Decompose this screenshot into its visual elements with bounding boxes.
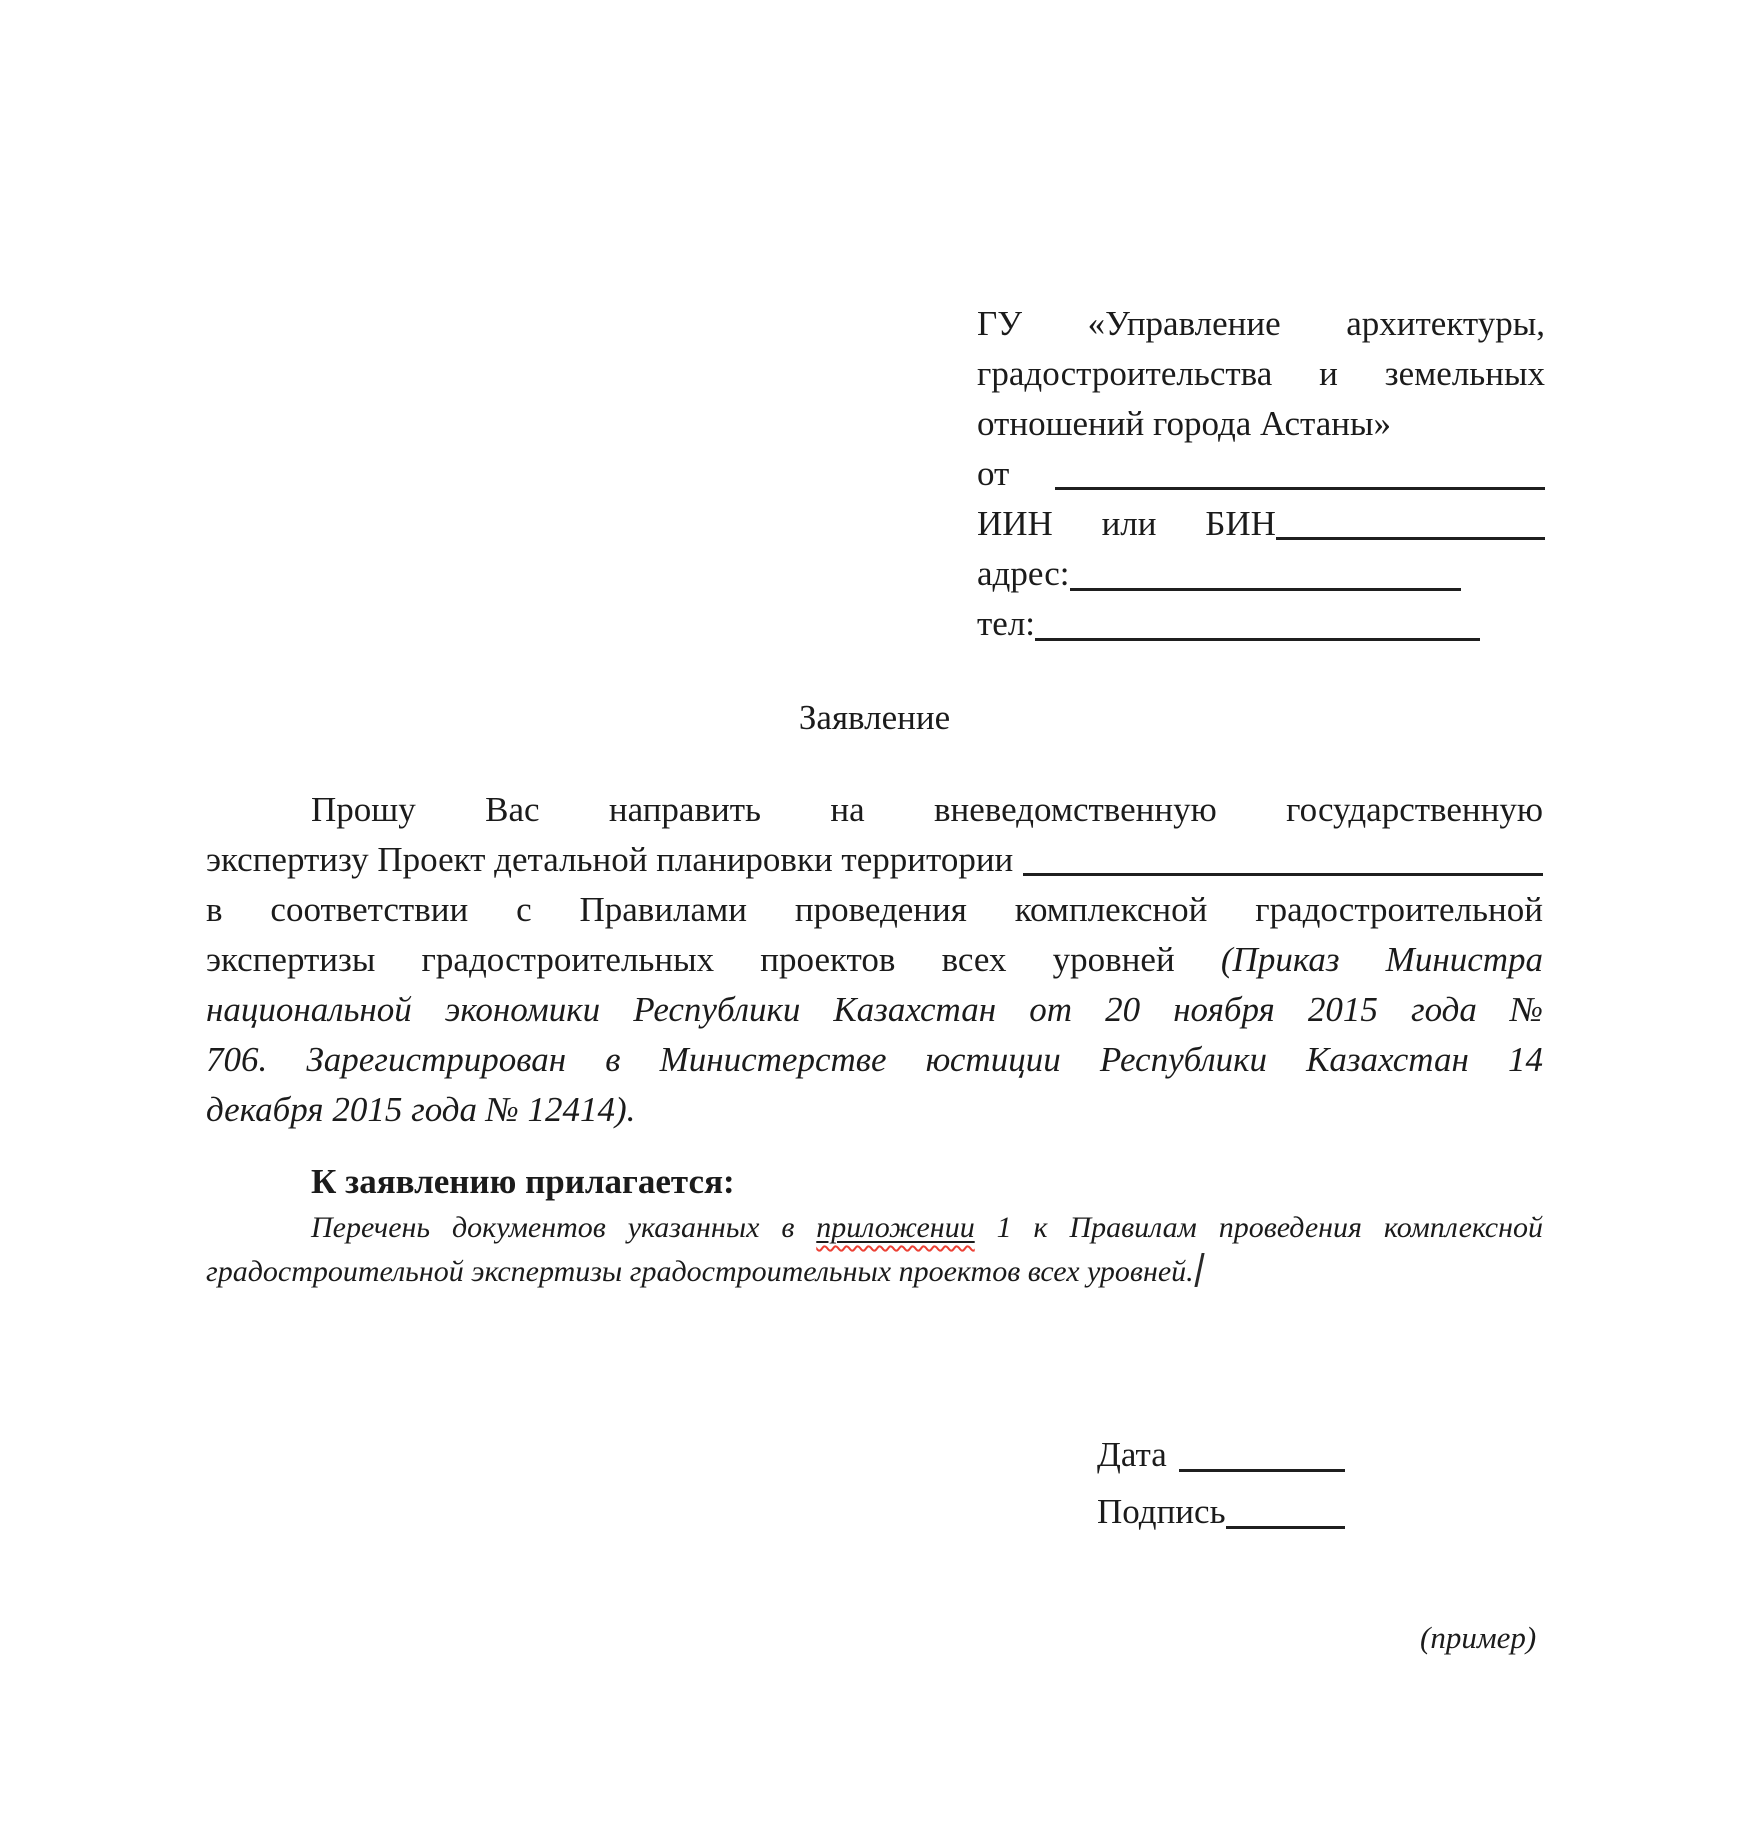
recipient-block	[977, 299, 1545, 649]
phone-row	[977, 599, 1545, 649]
example-note: (пример)	[1420, 1620, 1537, 1655]
body-line-7: декабря 2015 года № 12414).	[206, 1090, 636, 1129]
body-paragraph	[206, 785, 1543, 1135]
attachments-paragraph	[206, 1206, 1543, 1294]
attachments-line-1-before: Перечень документов указанных в	[311, 1211, 795, 1244]
recipient-org-line-2: градостроительства и земельных	[977, 354, 1545, 393]
id-row	[977, 499, 1545, 549]
body-line-5: национальной экономики Республики Казахстан от 20 ноября 2015 года №	[206, 990, 1543, 1029]
from-blank-field[interactable]	[1055, 487, 1545, 490]
body-line-1: Прошу Вас направить на вневедомственную государственную	[311, 790, 1543, 829]
body-line-2-text: экспертизу Проект детальной планировки территории	[206, 840, 1014, 879]
address-row	[977, 549, 1545, 599]
body-line-3: в соответствии с Правилами проведения комплексной градостроительной	[206, 890, 1543, 929]
body-line-4-italic: (Приказ Министра	[1220, 940, 1544, 979]
body-line-2	[206, 835, 1543, 885]
id-blank-field[interactable]	[1276, 537, 1545, 540]
text-cursor	[1194, 1253, 1204, 1287]
body-line-4-regular: экспертизы градостроительных проектов всех уровней	[206, 940, 1175, 979]
body-line-4	[206, 935, 1543, 985]
address-label: адрес:	[977, 554, 1070, 593]
address-blank-field[interactable]	[1070, 588, 1461, 591]
phone-blank-field[interactable]	[1035, 638, 1480, 641]
date-label: Дата	[1097, 1435, 1167, 1474]
document-title: Заявление	[798, 698, 951, 737]
id-label: ИИН или БИН	[977, 504, 1276, 543]
recipient-org-line-1: ГУ «Управление архитектуры,	[977, 304, 1545, 343]
date-row	[1097, 1426, 1345, 1483]
signature-blank-field[interactable]	[1226, 1526, 1345, 1529]
attachments-heading: К заявлению прилагается:	[311, 1162, 735, 1201]
signature-block	[1097, 1426, 1345, 1540]
misspelled-word-text: приложении	[816, 1211, 975, 1244]
signature-label: Подпись	[1097, 1492, 1226, 1531]
date-blank-field[interactable]	[1179, 1469, 1345, 1472]
signature-row	[1097, 1483, 1345, 1540]
phone-label: тел:	[977, 604, 1036, 643]
misspelled-word[interactable]	[816, 1211, 974, 1244]
from-label: от	[977, 454, 1010, 493]
territory-blank-field[interactable]	[1023, 873, 1543, 876]
attachments-line-1	[206, 1206, 1543, 1250]
from-row	[977, 449, 1545, 499]
attachments-line-2-text: градостроительной экспертизы градостроительных проектов всех уровней.	[206, 1255, 1194, 1288]
attachments-line-1-after: 1 к Правилам проведения комплексной	[996, 1211, 1544, 1244]
body-line-6: 706. Зарегистрирован в Министерстве юстиции Республики Казахстан 14	[206, 1040, 1543, 1079]
attachments-line-2	[206, 1250, 1543, 1294]
recipient-org-line-3: отношений города Астаны»	[977, 404, 1392, 443]
